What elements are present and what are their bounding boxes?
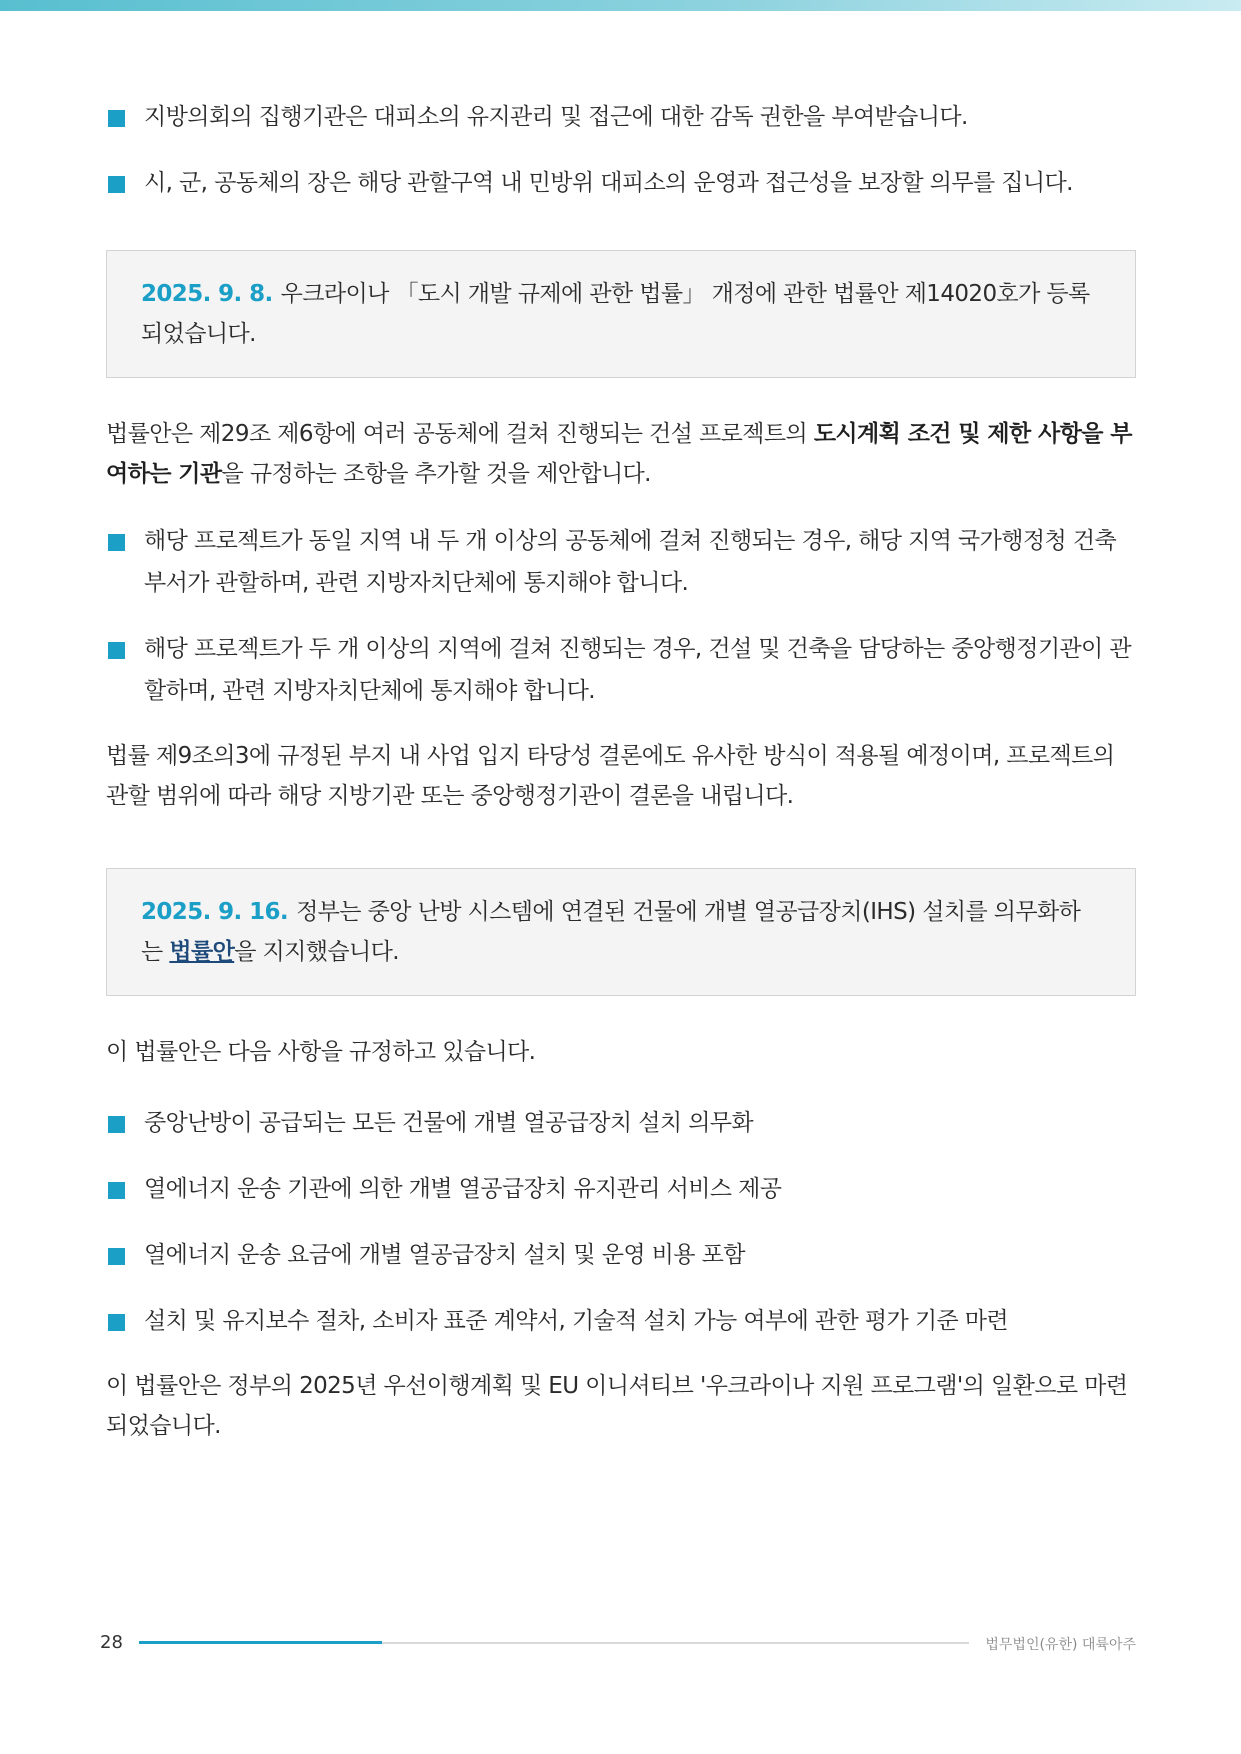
notice-text: 우크라이나 「도시 개발 규제에 관한 법률」 개정에 관한 법률안 제14020호가 등록되었습니다. <box>141 281 1090 347</box>
paragraph-conclusion: 이 법률안은 정부의 2025년 우선이행계획 및 EU 이니셔티브 '우크라이나 지원 프로그램'의 일환으로 마련되었습니다. <box>106 1373 1128 1439</box>
list-item: 해당 프로젝트가 두 개 이상의 지역에 걸쳐 진행되는 경우, 건설 및 건축을 담당하는 중앙행정기관이 관할하며, 관련 지방자치단체에 통지해야 합니다. <box>106 628 1136 712</box>
list-item: 열에너지 운송 기관에 의한 개별 열공급장치 유지관리 서비스 제공 <box>106 1168 1136 1210</box>
notice-box-ihs-bill <box>106 868 1136 996</box>
paragraph-text: 을 규정하는 조항을 추가할 것을 제안합니다. <box>221 461 651 487</box>
top-accent-bar <box>0 0 1241 11</box>
list-item: 중앙난방이 공급되는 모든 건물에 개별 열공급장치 설치 의무화 <box>106 1102 1136 1144</box>
notice-date: 2025. 9. 16. <box>141 899 289 925</box>
page-number: 28 <box>100 1632 123 1653</box>
paragraph-bold-text: 도시계획 조건 및 제한 사항을 부여하는 기관 <box>106 421 1132 487</box>
paragraph-article-9-3: 법률 제9조의3에 규정된 부지 내 사업 입지 타당성 결론에도 유사한 방식이 적용될 예정이며, 프로젝트의 관할 범위에 따라 해당 지방기관 또는 중앙행정기관이 결론을 내립니다. <box>106 743 1115 809</box>
list-item: 시, 군, 공동체의 장은 해당 관할구역 내 민방위 대피소의 운영과 접근성을 보장할 의무를 집니다. <box>106 162 1136 204</box>
notice-text: 을 지지했습니다. <box>234 939 399 965</box>
paragraph-intro: 이 법률안은 다음 사항을 규정하고 있습니다. <box>106 1039 536 1065</box>
notice-box-bill-14020 <box>106 250 1136 378</box>
notice-text: 정부는 중앙 난방 시스템에 연결된 건물에 개별 열공급장치(IHS) 설치를 의무화하는 <box>141 899 1081 965</box>
paragraph-text: 법률안은 제29조 제6항에 여러 공동체에 걸쳐 진행되는 건설 프로젝트의 <box>106 421 814 447</box>
notice-date: 2025. 9. 8. <box>141 281 273 307</box>
list-item: 설치 및 유지보수 절차, 소비자 표준 계약서, 기술적 설치 가능 여부에 관한 평가 기준 마련 <box>106 1300 1136 1342</box>
list-item: 열에너지 운송 요금에 개별 열공급장치 설치 및 운영 비용 포함 <box>106 1234 1136 1276</box>
bullet-list-jurisdiction <box>106 520 1136 712</box>
paragraph-bill-proposal <box>106 414 1136 494</box>
bullet-list-shelter <box>106 96 1136 204</box>
bill-link[interactable]: 법률안 <box>169 939 235 965</box>
list-item: 해당 프로젝트가 동일 지역 내 두 개 이상의 공동체에 걸쳐 진행되는 경우, 해당 지역 국가행정청 건축부서가 관할하며, 관련 지방자치단체에 통지해야 합니다. <box>106 520 1136 604</box>
firm-name: 법무법인(유한) 대륙아주 <box>985 1637 1136 1653</box>
footer-divider-accent <box>139 1641 382 1644</box>
page-content <box>106 96 1136 1472</box>
bullet-list-ihs <box>106 1102 1136 1342</box>
list-item: 지방의회의 집행기관은 대피소의 유지관리 및 접근에 대한 감독 권한을 부여받습니다. <box>106 96 1136 138</box>
